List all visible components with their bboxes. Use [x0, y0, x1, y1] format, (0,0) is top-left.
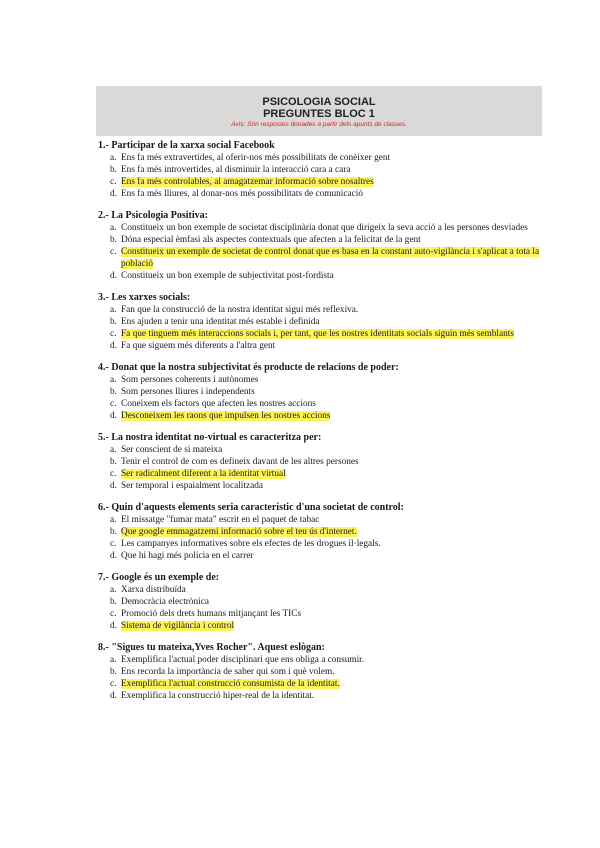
option-text-wrap	[121, 444, 542, 456]
option-letter: b.	[110, 527, 117, 537]
option-text: Xarxa distribuïda	[121, 585, 186, 595]
question-title: 3.- Les xarxes socials:	[98, 292, 191, 303]
option-highlighted	[110, 678, 542, 690]
option-text-wrap	[121, 304, 542, 316]
option-text: Fa que tinguem més interaccions socials i, per tant, que les nostres identitats socials siguin més semblants	[121, 329, 514, 339]
option-letter: a.	[110, 305, 117, 315]
question-list	[96, 140, 542, 712]
option-letter: c.	[110, 539, 117, 549]
option-text-wrap	[121, 222, 542, 234]
option-text-wrap	[121, 584, 542, 596]
option	[110, 270, 542, 282]
option-letter: d.	[110, 189, 117, 199]
option-highlighted	[110, 526, 542, 538]
option	[110, 480, 542, 492]
question-title: 5.- La nostra identitat no-virtual es caracteritza per:	[98, 432, 322, 443]
question-7	[96, 572, 542, 632]
option-highlighted	[110, 246, 542, 270]
option-letter: a.	[110, 515, 117, 525]
option	[110, 152, 542, 164]
option-letter: d.	[110, 551, 117, 561]
option-text: Promoció dels drets humans mitjançant les TICs	[121, 609, 302, 619]
question-3	[96, 292, 542, 352]
question-title: 7.- Google és un exemple de:	[98, 572, 220, 583]
option-text: Ens recorda la importància de saber qui som i què volem.	[121, 667, 335, 677]
option-text-wrap	[121, 678, 542, 690]
option-list	[110, 304, 542, 352]
option-text: Ens fa més extravertides, al oferir-nos més possibilitats de conèixer gent	[121, 153, 391, 163]
option-letter: b.	[110, 597, 117, 607]
question-title: 1.- Participar de la xarxa social Facebook	[98, 140, 275, 151]
option	[110, 234, 542, 246]
question-6	[96, 502, 542, 562]
question-title: 4.- Donat que la nostra subjectivitat és producte de relacions de poder:	[98, 362, 399, 373]
option-highlighted	[110, 410, 542, 422]
option-letter: b.	[110, 235, 117, 245]
option-text: Exemplifica l'actual construcció consumista de la identitat.	[121, 679, 340, 689]
option-text-wrap	[121, 480, 542, 492]
option-letter: a.	[110, 655, 117, 665]
option	[110, 690, 542, 702]
option	[110, 608, 542, 620]
option-text-wrap	[121, 690, 542, 702]
option-text: Ser conscient de si mateixa	[121, 445, 223, 455]
option-list	[110, 444, 542, 492]
option-text-wrap	[121, 654, 542, 666]
option	[110, 666, 542, 678]
option-text: Que google emmagatzemi informació sobre el teu ús d'internet.	[121, 527, 357, 537]
option-letter: d.	[110, 691, 117, 701]
question-2	[96, 210, 542, 282]
question-4	[96, 362, 542, 422]
option-letter: c.	[110, 469, 117, 479]
option	[110, 164, 542, 176]
option-list	[110, 584, 542, 632]
option-text-wrap	[121, 386, 542, 398]
option-text-wrap	[121, 410, 542, 422]
option	[110, 340, 542, 352]
option-text-wrap	[121, 234, 542, 246]
option-text: Exemplifica l'actual poder disciplinari que ens obliga a consumir.	[121, 655, 365, 665]
document-subtitle: PREGUNTES BLOC 1	[263, 108, 375, 120]
option-letter: b.	[110, 165, 117, 175]
option-text-wrap	[121, 164, 542, 176]
option-text: Fan que la construcció de la nostra identitat sigui més reflexiva.	[121, 305, 359, 315]
question-8	[96, 642, 542, 702]
option-text: Fa que siguem més diferents a l'altra gent	[121, 341, 276, 351]
option-letter: d.	[110, 271, 117, 281]
option-letter: b.	[110, 457, 117, 467]
option-text: El missatge "fumar mata" escrit en el paquet de tabac	[121, 515, 320, 525]
option	[110, 584, 542, 596]
option-text: Ens fa més controlables, al amagatzemar informació sobre nosaltres	[121, 177, 374, 187]
option-text-wrap	[121, 620, 542, 632]
option-text: Constitueix un bon exemple de subjectivitat post-fordista	[121, 271, 334, 281]
option-text-wrap	[121, 468, 542, 480]
option-text: Ens fa més introvertides, al disminuir la interacció cara a cara	[121, 165, 351, 175]
option-text-wrap	[121, 538, 542, 550]
option-letter: d.	[110, 411, 117, 421]
option-text-wrap	[121, 608, 542, 620]
option-text-wrap	[121, 456, 542, 468]
option-text: Ser temporal i espaialment localitzada	[121, 481, 263, 491]
document-note: Avís: Són respostes donades a partir dels apunts de classes.	[231, 121, 407, 128]
option	[110, 654, 542, 666]
option-letter: c.	[110, 177, 117, 187]
option-text-wrap	[121, 340, 542, 352]
option-letter: a.	[110, 585, 117, 595]
option-text-wrap	[121, 596, 542, 608]
option-text-wrap	[121, 188, 542, 200]
option	[110, 188, 542, 200]
option	[110, 538, 542, 550]
option-letter: a.	[110, 223, 117, 233]
option	[110, 596, 542, 608]
option-letter: c.	[110, 329, 117, 339]
option-letter: d.	[110, 341, 117, 351]
option-text: Democràcia electrònica	[121, 597, 210, 607]
option	[110, 456, 542, 468]
option-list	[110, 374, 542, 422]
option-letter: b.	[110, 387, 117, 397]
option	[110, 374, 542, 386]
option-letter: b.	[110, 667, 117, 677]
option-text: Ser radicalment diferent a la identitat virtual	[121, 469, 286, 479]
option-letter: c.	[110, 399, 117, 409]
document-title: PSICOLOGIA SOCIAL	[262, 96, 376, 108]
option-letter: c.	[110, 247, 117, 257]
option-list	[110, 514, 542, 562]
question-1	[96, 140, 542, 200]
option-text-wrap	[121, 514, 542, 526]
question-5	[96, 432, 542, 492]
option	[110, 550, 542, 562]
option-text: Som persones coherents i autònomes	[121, 375, 259, 385]
option-letter: c.	[110, 679, 117, 689]
option-letter: a.	[110, 153, 117, 163]
option-text-wrap	[121, 270, 542, 282]
question-title: 6.- Quin d'aquests elements seria característic d'una societat de control:	[98, 502, 404, 513]
option-text: Ens fa més lliures, al donar-nos més possibilitats de comunicació	[121, 189, 363, 199]
option-text-wrap	[121, 550, 542, 562]
option-text-wrap	[121, 374, 542, 386]
option	[110, 316, 542, 328]
option-text: Som persones lliures i independents	[121, 387, 255, 397]
option	[110, 398, 542, 410]
option-letter: a.	[110, 375, 117, 385]
option-text-wrap	[121, 152, 542, 164]
option-highlighted	[110, 620, 542, 632]
option-text: Constitueix un exemple de societat de control donat que es basa en la constant auto-vigilància i s'aplicat a tota la població	[121, 247, 540, 269]
option-list	[110, 152, 542, 200]
option-letter: d.	[110, 621, 117, 631]
option-text: Exemplifica la construcció hiper-real de la identitat.	[121, 691, 315, 701]
question-title: 8.- "Sigues tu mateixa,Yves Rocher". Aquest eslògan:	[98, 642, 325, 653]
option	[110, 444, 542, 456]
option	[110, 304, 542, 316]
option-text: Les campanyes informatives sobre els efectes de les drogues il·legals.	[121, 539, 381, 549]
option-letter: b.	[110, 317, 117, 327]
option-text-wrap	[121, 526, 542, 538]
option-text-wrap	[121, 316, 542, 328]
option-text: Que hi hagi més policia en el carrer	[121, 551, 254, 561]
question-title: 2.- La Psicologia Positiva:	[98, 210, 208, 221]
option-letter: c.	[110, 609, 117, 619]
option-highlighted	[110, 176, 542, 188]
option-text-wrap	[121, 328, 542, 340]
option-highlighted	[110, 328, 542, 340]
option-list	[110, 222, 542, 282]
option	[110, 222, 542, 234]
document-header	[96, 86, 542, 136]
option-text-wrap	[121, 666, 542, 678]
option-letter: d.	[110, 481, 117, 491]
option-text: Coneixem els factors que afecten les nostres accions	[121, 399, 316, 409]
option-text-wrap	[121, 246, 542, 270]
option-text-wrap	[121, 176, 542, 188]
option-text: Tenir el control de com es defineix davant de les altres persones	[121, 457, 359, 467]
option-text: Constitueix un bon exemple de societat disciplinària donat que dirigeix la seva acció a les persones desviades	[121, 223, 528, 233]
option-highlighted	[110, 468, 542, 480]
option-letter: a.	[110, 445, 117, 455]
option-text: Dóna especial èmfasi als aspectes contextuals que afecten a la felicitat de la gent	[121, 235, 421, 245]
option	[110, 386, 542, 398]
option-text: Sistema de vigilància i control	[121, 621, 235, 631]
option-text: Ens ajuden a tenir una identitat més estable i definida	[121, 317, 320, 327]
option-list	[110, 654, 542, 702]
option-text-wrap	[121, 398, 542, 410]
option	[110, 514, 542, 526]
option-text: Desconeixem les raons que impulsen les nostres accions	[121, 411, 331, 421]
